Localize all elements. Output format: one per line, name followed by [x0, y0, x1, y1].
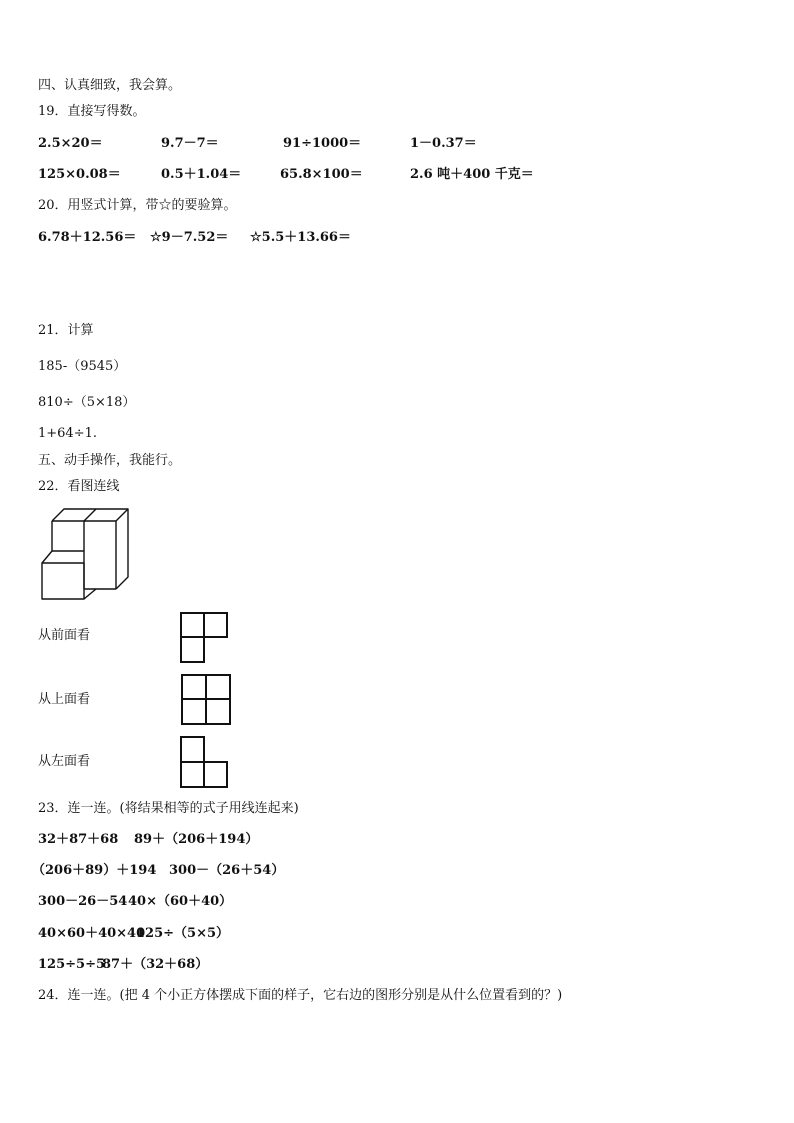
- q23-right-expr: 125÷（5×5）: [136, 926, 230, 941]
- q23-right-expr: 87＋（32＋68）: [102, 957, 209, 972]
- q19-item: 65.8×100＝: [280, 167, 363, 182]
- q23-left-expr: 300－26－54: [38, 894, 128, 909]
- cube-stack-figure: [40, 507, 132, 603]
- q23-right-expr: 89＋（206＋194）: [134, 832, 259, 847]
- q19-item: 0.5＋1.04＝: [161, 167, 242, 182]
- q19-item: 1－0.37＝: [410, 136, 477, 151]
- q21-item: 185-（9545）: [38, 359, 127, 374]
- q20-item: ☆5.5＋13.66＝: [250, 230, 351, 245]
- q22-title: 22．看图连线: [38, 479, 120, 494]
- q23-left-expr: （206＋89）＋194: [32, 863, 157, 878]
- q20-title: 20．用竖式计算，带☆的要验算。: [38, 198, 237, 213]
- q21-title: 21．计算: [38, 323, 94, 338]
- view-shape-2: [180, 673, 232, 727]
- q19-item: 125×0.08＝: [38, 167, 121, 182]
- q23-title: 23．连一连。(将结果相等的式子用线连起来): [38, 801, 299, 816]
- q20-item: ☆9－7.52＝: [150, 230, 229, 245]
- section-5-title: 五、动手操作，我能行。: [38, 453, 182, 468]
- view-front-label: 从前面看: [38, 628, 91, 643]
- view-left-label: 从左面看: [38, 754, 91, 769]
- q20-item: 6.78＋12.56＝: [38, 230, 137, 245]
- view-shape-3: [180, 736, 230, 790]
- q19-item: 9.7－7＝: [161, 136, 219, 151]
- view-top-label: 从上面看: [38, 692, 91, 707]
- q23-left-expr: 125÷5÷5: [38, 957, 106, 972]
- q19-item: 2.5×20＝: [38, 136, 103, 151]
- q24-title: 24．连一连。(把 4 个小正方体摆成下面的样子，它右边的图形分别是从什么位置看到的？): [38, 988, 563, 1003]
- section-4-title: 四、认真细致，我会算。: [38, 78, 182, 93]
- view-shape-1: [180, 612, 230, 664]
- q19-item: 91÷1000＝: [283, 136, 362, 151]
- q19-item: 2.6 吨＋400 千克＝: [410, 167, 534, 182]
- q19-title: 19．直接写得数。: [38, 104, 146, 119]
- q21-item: 1+64÷1.: [38, 426, 98, 441]
- q23-left-expr: 40×60＋40×40: [38, 926, 146, 941]
- q23-right-expr: 300－（26＋54）: [169, 863, 285, 878]
- q23-right-expr: 40×（60＋40）: [128, 894, 233, 909]
- q23-left-expr: 32＋87＋68: [38, 832, 119, 847]
- q21-item: 810÷（5×18）: [38, 395, 136, 410]
